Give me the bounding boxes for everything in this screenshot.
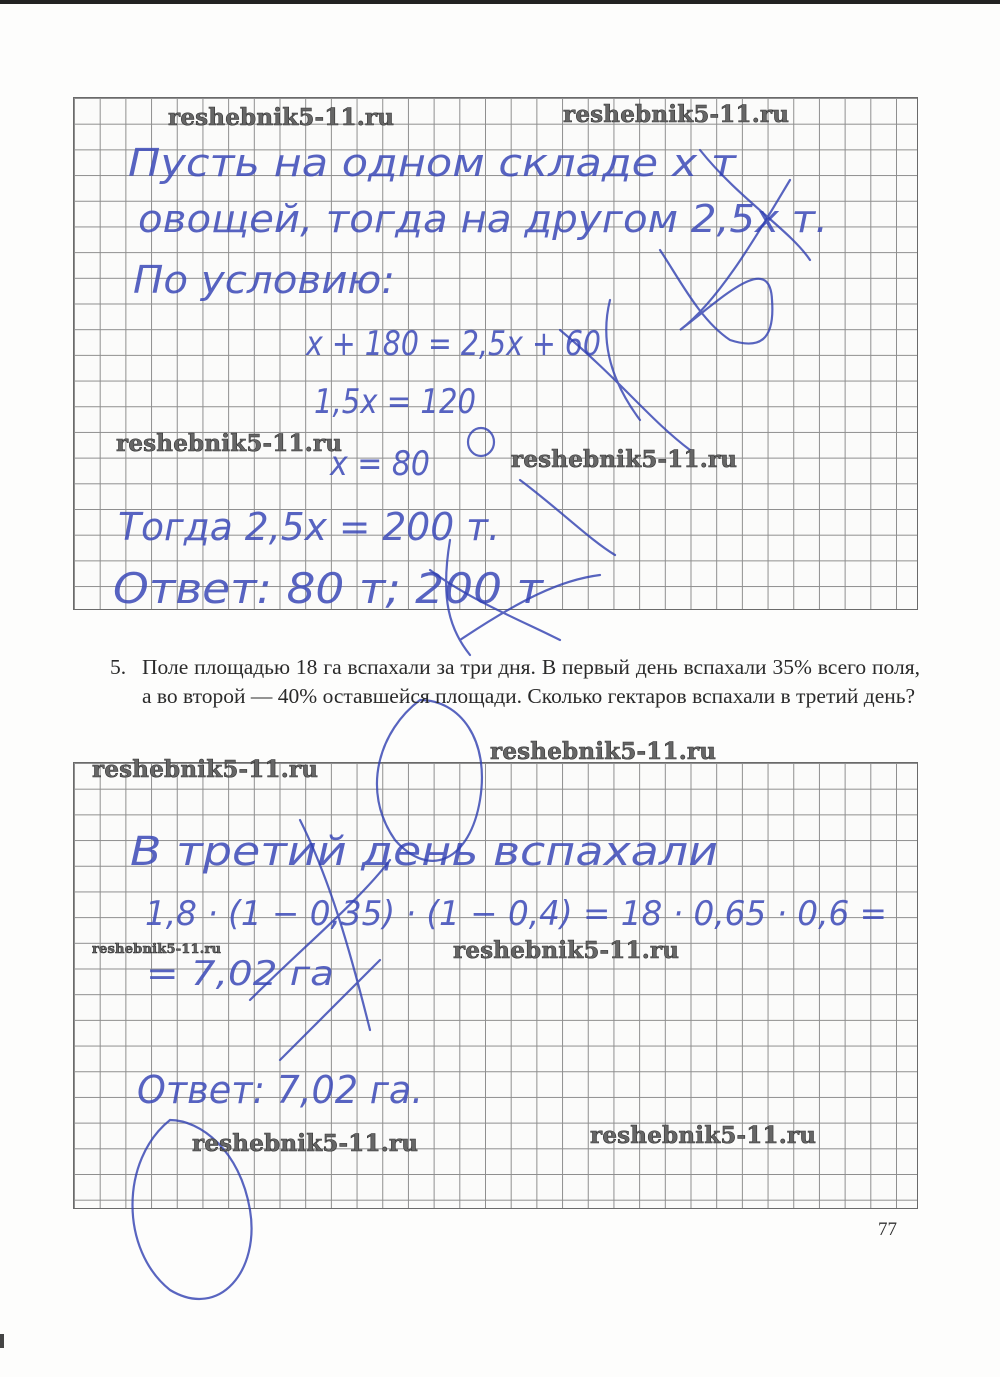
task-number: 5. <box>110 655 127 679</box>
watermark-5: reshebnik5-11.ru <box>490 738 717 765</box>
hw-line-3: По условию: <box>133 258 395 302</box>
hw-line-12: Ответ: 7,02 га. <box>137 1068 423 1112</box>
handwritten-solution-2 <box>130 829 887 1112</box>
scan-edge-mark <box>0 1334 4 1348</box>
hw-line-7: Тогда 2,5x = 200 т. <box>118 505 500 549</box>
hw-line-8: Ответ: 80 т; 200 т <box>113 564 545 613</box>
watermark-3: reshebnik5-11.ru <box>116 430 343 457</box>
hw-line-2: овощей, тогда на другом 2,5x т. <box>138 197 828 241</box>
hw-line-9: В третий день вспахали <box>130 829 718 875</box>
watermark-1: reshebnik5-11.ru <box>168 104 395 131</box>
watermark-4: reshebnik5-11.ru <box>511 446 738 473</box>
watermark-2: reshebnik5-11.ru <box>563 101 790 128</box>
watermark-9: reshebnik5-11.ru <box>192 1130 419 1157</box>
page-number: 77 <box>878 1219 897 1240</box>
watermark-6: reshebnik5-11.ru <box>92 756 319 783</box>
hw-line-5: 1,5x = 120 <box>314 382 476 422</box>
watermark-7: reshebnik5-11.ru <box>92 942 222 957</box>
hw-line-4: x + 180 = 2,5x + 60 <box>305 324 601 364</box>
watermark-10: reshebnik5-11.ru <box>590 1122 817 1149</box>
handwritten-solution-1 <box>113 141 828 613</box>
hw-line-10: 1,8 · (1 − 0,35) · (1 − 0,4) = 18 · 0,65 · 0,6 = <box>145 894 887 934</box>
task-text: Поле площадью 18 га вспахали за три дня. В первый день вспахали 35% всего поля, а во второй — 40% оставшейся площади. Сколько гектаров вспахали в третий день? <box>142 655 920 708</box>
watermark-8: reshebnik5-11.ru <box>453 937 680 964</box>
hw-line-1: Пусть на одном складе x т <box>128 141 739 185</box>
scribble-small-circle <box>468 428 494 456</box>
hw-line-11: = 7,02 га <box>146 954 334 994</box>
hw-line-6: x = 80 <box>329 444 430 484</box>
